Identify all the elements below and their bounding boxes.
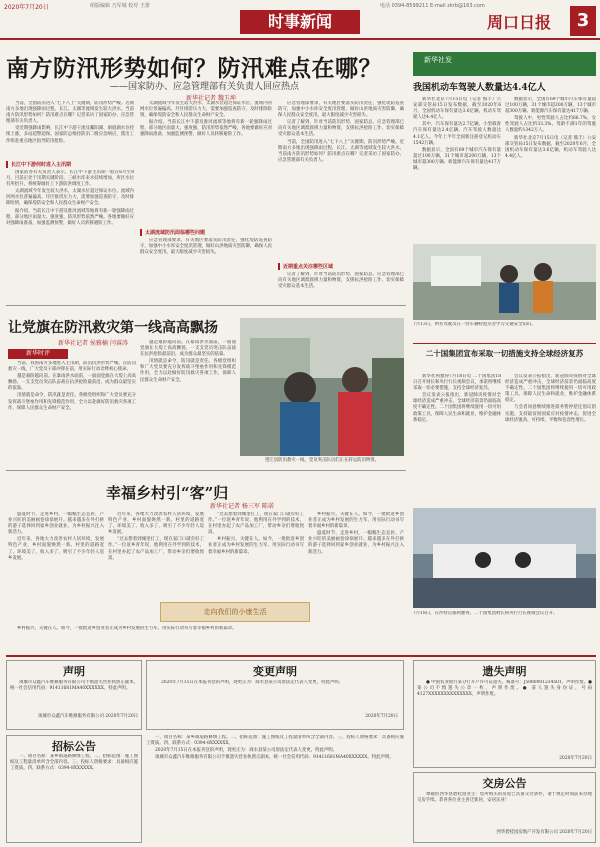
notice-title-biangeng: 变更声明 [253,665,297,678]
village-tail: 乡村振兴，关键在人。如今，一批批返乡创业者正成为乡村发展的生力军，用实际行动书写着幸福乡村的新篇章。 [17,626,237,631]
right-mid-col-1: 新华社利雅得7月18日电 二十国集团18日召开财长和央行行长视频会议，承诺将继续采取一切必要措施，支持全球经济复苏。 会议发表公报指出，新冠肺炎疫情对全球经济造成严重冲击，全球经济前景仍面临高度不确定性。二十国集团将继续使用一切可用政策工具，保障人民生命和就业，维护金融体系稳定。 [413,374,501,423]
notice-title-shengming: 声明 [63,665,85,678]
village-col-1: 盛夏时节，走进乡村，一幅幅生态宜居、产业兴旺的美丽画卷徐徐展开。越来越多在外打拼的游子选择回到家乡创业就业，为乡村振兴注入新活力。 近年来，各地大力改善农村人居环境，发展特色产业，乡村面貌焕然一新。村里的道路宽了、环境美了、收入多了，吸引了不少年轻人返乡发展。 [8,512,104,561]
notice-footer-biangeng: 2020年7月20日 [365,714,398,719]
right-top-headline: 我国机动车驾驶人数量达4.4亿人 [413,83,546,93]
village-col-2: 近年来，各地大力改善农村人居环境，发展特色产业，乡村面貌焕然一新。村里的道路宽了、环境美了、收入多了，吸引了不少年轻人返乡发展。 “过去想着到城里打工，现在家门口就有好工作。”一位返乡青年说，他利用在外学到的技术，在村里办起了农产品加工厂，带动乡亲们增收致富。 [108,512,204,561]
right-photo-label: 新华社发 [424,56,452,64]
lead-subhead-3: 近期重点关注哪些区域 [278,263,404,270]
lead-col-3: 应急管理部要求，有关地区要落实防汛责任，强化堤防巡查防守，加强中小水库安全度汛管理，做好山洪地质灾害防御，确保人民群众安全度汛，最大限度减少灾害损失。 记者了解到，针对当前防汛形势，国家防总、应急管理部已向有关地区调派救援力量和物资，支援抗洪抢险工作，切实保障受灾群众基本生活。 当前，全国防汛进入“七下八上”关键期，防汛形势严峻。近期南方多地出现强降雨过程，长江、太湖等流域发生较大洪水。当前南方防汛形势如何？防汛难点在哪？记者采访了国家防办、应急管理部有关负责人。 [278,101,404,163]
masthead [0,0,600,40]
divider [6,470,406,471]
notice-body-jiaofang: 尊敬的西华县碧桂园业主：您所购买的房屋已具备交付条件，请于规定时间前来办理交房手续。恭喜各位业主喜迁新居，安居乐业！ [417,792,592,804]
lead-col-1b: 国家防办有关负责人表示，长江中下游主汛期一般在6月至8月，目前正处于汛期关键阶段。三峡水库来水持续增加，库区水位有所抬升，将统筹做好上下游防洪调度工作。 太湖流域今年发生较大洪水，太湖水位超过保证水位。流域内河网水位普遍偏高，圩区排涝压力大，需要加强巡查防守，及时排除险情，确保堤防安全和人民群众生命财产安全。 据介绍，当前长江中下游及淮河流域等地将有新一轮强降雨过程，部分地区雨量大、强度强，防汛形势依然严峻。各地要做好应对强降雨准备，加强监测预警，做好人员转移避险工作。 [6,170,134,226]
right-mid-caption: 7月18日，在沙特首都利雅得，二十国集团财长和央行行长视频会议召开。 [413,611,558,616]
feature-caption: 望江县防汛救灾一线，党员突击队员们正在转运防汛物资。 [264,458,380,463]
feature-byline: 新华社记者 侯雅楠 闫睿涛 [58,340,128,347]
right-top-col-1: 新华社北京7月15日电（记者 熊丰）公安部交管局15日发布数据，截至2020年6月，全国机动车保有量达3.6亿辆，机动车驾驶人达4.4亿人。 其中，汽车保有量达2.7亿辆，小型载客汽车保有量达2.4亿辆。汽车驾驶人数量达4.1亿人。今年上半年全国新注册登记机动车1542万辆。 数据显示，全国有69个城市汽车保有量超过100万辆，31个城市超200万辆，13个城市超300万辆。新能源汽车保有量达417万辆。 [413,97,501,172]
village-byline: 新华社记者 杨三军 陈诺 [210,503,274,510]
right-top-caption: 7月13日，两名驾驶员在一处车辆检验点旁学习交通安全知识。 [413,322,536,327]
feature-col-1: 当前，我国南方多地进入主汛期，防汛抗洪形势严峻。在防汛救灾一线，广大党员干部冲锋在前，用实际行动诠释初心使命。 越是艰险越向前。在暴雨洪水面前，一面面党旗在大堤上高高飘扬，一支支党员突击队奋战在抗洪抢险最前沿，成为群众最坚实的依靠。 汛情就是命令，防汛就是责任。各级党组织和广大党员要充分发挥战斗堡垒作用和先锋模范作用，全力以赴做好防汛救灾各项工作，保障人民群众生命财产安全。 [8,361,136,411]
column-tag: 新华时评 [8,349,68,359]
right-top-photo [413,244,596,320]
notice-footer-yishi: 2020年7月20日 [559,756,592,761]
notice-divider [6,655,596,657]
village-col-4: 乡村振兴，关键在人。如今，一批批返乡创业者正成为乡村发展的生力军，用实际行动书写着幸福乡村的新篇章。 盛夏时节，走进乡村，一幅幅生态宜居、产业兴旺的美丽画卷徐徐展开。越来越多在外打拼的游子选择回到家乡创业就业，为乡村振兴注入新活力。 [308,512,404,555]
right-top-col-2: 数据显示，全国有69个城市汽车保有量超过100万辆，31个城市超200万辆，13个城市超300万辆。新能源汽车保有量达417万辆。 驾驶人中，男性驾驶人占比约66.7%，女性驾驶人占比约33.3%。驾龄不满1年的驾驶人数量约1342万人。 新华社北京7月15日电（记者 熊丰）公安部交管局15日发布数据，截至2020年6月，全国机动车保有量达3.6亿辆，机动车驾驶人达4.4亿人。 [505,97,596,159]
notice-body-shengming: 项城市众鑫汽车维修服务有限公司不慎遗失营业执照正副本，统一社会信用代码：91411681MA40XXXXXX，特此声明。 [10,680,138,692]
notice-body-biangeng: 2020年7月15日在本报刊登的声明，现更正为：商水县某公司原法定代表人变更，特此声明。 [161,680,344,685]
notice-footer-jiaofang: 西华碧桂园房地产开发有限公司 2020年7月20日 [496,830,592,835]
village-banner: 走向我们的小康生活 [160,602,310,622]
paper-name: 周口日报 [487,13,552,32]
notice-body-yishi: ● 中国农业银行某分行开户许可证遗失，核准号：J5080001234501，声明作废。● 某公司不慎遗失公章一枚，声明作废。● 某人遗失身份证，号码4127XXXXXXXXXXXXXX，声明作废。 [417,680,592,698]
section-title: 时事新闻 [240,10,360,34]
lead-subhead-1: 长江中下游何时进入主汛期 [6,161,134,168]
divider [6,305,406,306]
village-headline: 幸福乡村引“客”归 [106,484,229,502]
issue-date: 2020年7月20日 [4,4,49,11]
lead-col-1: 当前，全国防汛进入“七下八上”关键期，防汛形势严峻。近期南方多地出现强降雨过程，长江、太湖等流域发生较大洪水。当前南方防汛形势如何？防汛难点在哪？记者采访了国家防办、应急管理部有关负责人。 受近期强降雨影响，长江中下游干流及鄱阳湖、洞庭湖水位持续上涨，多站超警超保。国家防总维持防汛二级应急响应，派出工作组赴重点地区指导防汛抢险。 [6,101,134,144]
divider [413,343,596,344]
lead-col-2b: 应急管理部要求，有关地区要落实防汛责任，强化堤防巡查防守，加强中小水库安全度汛管理，做好山洪地质灾害防御，确保人民群众安全度汛，最大限度减少灾害损失。 [140,238,272,256]
lead-subhead-2: 太湖流域防汛面临哪些问题 [140,229,272,236]
notice-body-zhaobiao: 一、项目名称：某乡镇道路修缮工程。二、招标范围：施工图纸及工程量清单所含全部内容。三、投标人资格要求：具备相应施工资质。四、联系方式：0394-8XXXXXX。 [10,754,138,772]
page-number: 3 [570,6,596,36]
feature-col-2: 越是艰险越向前。在暴雨洪水面前，一面面党旗在大堤上高高飘扬，一支支党员突击队奋战在抗洪抢险最前沿，成为群众最坚实的依靠。 汛情就是命令，防汛就是责任。各级党组织和广大党员要充分发挥战斗堡垒作用和先锋模范作用，全力以赴做好防汛救灾各项工作，保障人民群众生命财产安全。 [140,340,236,383]
feature-photo [240,318,404,456]
right-mid-photo [413,508,596,608]
notice-title-zhaobiao: 招标公告 [52,740,96,753]
notice-title-yishi: 遗失声明 [482,665,527,678]
notice-body-middle: 一、项目名称：某乡镇道路修缮工程。二、招标范围：施工图纸及工程量清单所含全部内容。三、投标人资格要求：具备相应施工资质。四、联系方式：0394-8XXXXXX。 2020年7月15日在本报刊登的声明，现更正为：商水县某公司原法定代表人变更，特此声明。 项城市众鑫汽车维修服务有限公司不慎遗失营业执照正副本，统一社会信用代码：91411681MA40XXXXXX，特此声明。 [146,735,404,761]
notice-footer-shengming: 项城市众鑫汽车维修服务有限公司 2020年7月20日 [38,714,138,719]
lead-headline: 南方防汛形势如何？防汛难点在哪？ [6,55,382,82]
right-mid-col-2: 会议发表公报指出，新冠肺炎疫情对全球经济造成严重冲击，全球经济前景仍面临高度不确定性。二十国集团将继续使用一切可用政策工具，保障人民生命和就业，维护金融体系稳定。 与会者同意继续推进债务暂停偿还倡议的实施，支持最贫困国家应对疫情冲击，促进全球经济强劲、可持续、平衡和包容性增长。 [505,374,596,423]
editor-meta: 组版编辑 乃军城 校对 王蕾 [90,3,150,9]
lead-col-3b: 记者了解到，针对当前防汛形势，国家防总、应急管理部已向有关地区调派救援力量和物资，支援抗洪抢险工作，切实保障受灾群众基本生活。 [278,272,404,290]
contact-meta: 电话 0394-8599211 E-mail zkrb@163.com [380,3,485,9]
notice-title-jiaofang: 交房公告 [482,777,527,790]
feature-headline: 让党旗在防汛救灾第一线高高飘扬 [8,320,218,336]
right-mid-headline: 二十国集团宣布采取一切措施支持全球经济复苏 [425,349,584,358]
lead-byline: 新华社记者 魏玉坤 [186,95,236,102]
village-col-3: “过去想着到城里打工，现在家门口就有好工作。”一位返乡青年说，他利用在外学到的技术，在村里办起了农产品加工厂，带动乡亲们增收致富。 乡村振兴，关键在人。如今，一批批返乡创业者正成为乡村发展的生力军，用实际行动书写着幸福乡村的新篇章。 [208,512,304,555]
lead-col-2: 太湖流域今年发生较大洪水，太湖水位超过保证水位。流域内河网水位普遍偏高，圩区排涝压力大，需要加强巡查防守，及时排除险情，确保堤防安全和人民群众生命财产安全。 据介绍，当前长江中下游及淮河流域等地将有新一轮强降雨过程，部分地区雨量大、强度强，防汛形势依然严峻。各地要做好应对强降雨准备，加强监测预警，做好人员转移避险工作。 [140,101,272,138]
lead-subheadline: ——国家防办、应急管理部有关负责人回应热点 [110,82,300,92]
